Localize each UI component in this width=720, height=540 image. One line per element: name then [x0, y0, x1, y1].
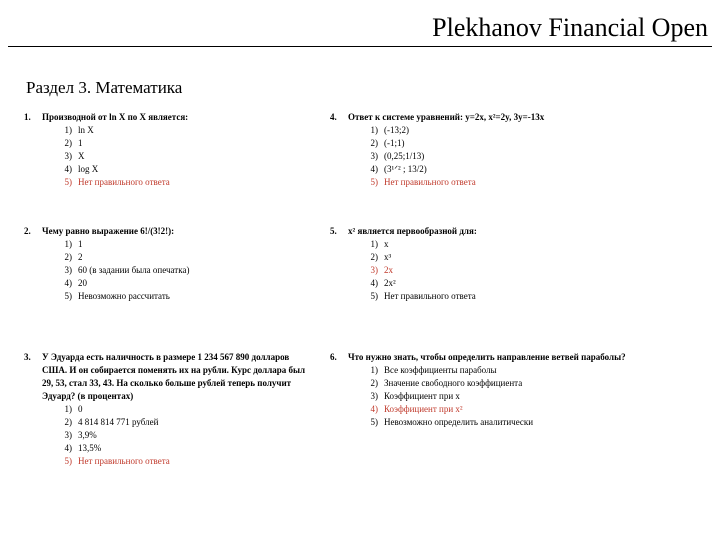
answer-options	[330, 238, 700, 303]
option-number: 1)	[64, 239, 72, 249]
option-text: Коэффициент при x²	[384, 404, 463, 414]
answer-option	[58, 403, 314, 416]
option-number: 5)	[370, 291, 378, 301]
option-number: 2)	[370, 378, 378, 388]
question-number: 1.	[24, 112, 31, 122]
answer-option	[364, 238, 700, 251]
option-number: 5)	[370, 177, 378, 187]
option-number: 1)	[64, 404, 72, 414]
option-number: 4)	[370, 164, 378, 174]
option-text: 60 (в задании была опечатка)	[78, 265, 190, 275]
question-4	[330, 111, 700, 189]
option-number: 1)	[370, 125, 378, 135]
question-1	[24, 111, 314, 189]
option-text: Невозможно определить аналитически	[384, 417, 534, 427]
answer-option	[58, 150, 314, 163]
answer-option	[58, 238, 314, 251]
answer-option	[364, 124, 700, 137]
option-number: 2)	[64, 138, 72, 148]
option-number: 3)	[64, 265, 72, 275]
option-number: 3)	[370, 265, 378, 275]
option-text: (-13;2)	[384, 125, 409, 135]
option-text: (0,25;1/13)	[384, 151, 425, 161]
question-text: Производной от ln X по X является:	[42, 112, 189, 122]
answer-options	[24, 124, 314, 189]
answer-option	[364, 377, 700, 390]
question-5	[330, 225, 700, 303]
question-text: Ответ к системе уравнений: y=2x, x²=2y, 3y=-13x	[348, 112, 545, 122]
option-text: x³	[384, 252, 392, 262]
option-text: ln X	[78, 125, 94, 135]
option-text: Все коэффициенты параболы	[384, 365, 497, 375]
option-text: 2	[78, 252, 83, 262]
option-text: 2x	[384, 265, 393, 275]
option-text: Нет правильного ответа	[78, 456, 170, 466]
option-text: Невозможно рассчитать	[78, 291, 170, 301]
answer-option	[364, 403, 700, 416]
question-number: 5.	[330, 226, 337, 236]
question-text: x² является первообразной для:	[348, 226, 477, 236]
answer-option	[58, 455, 314, 468]
question-text: Что нужно знать, чтобы определить направление ветвей параболы?	[348, 352, 626, 362]
question-text: У Эдуарда есть наличность в размере 1 234 567 890 долларов США. И он собирается поменять их на рубли. Курс доллара был 29, 53, стал 33, 43. На сколько больше рублей теперь получит Эдуард? (в процентах)	[42, 352, 306, 401]
option-number: 2)	[64, 417, 72, 427]
option-text: Значение свободного коэффициента	[384, 378, 523, 388]
answer-option	[58, 251, 314, 264]
option-number: 5)	[64, 177, 72, 187]
option-text: (3¹ᐟ² ; 13/2)	[384, 164, 427, 174]
option-text: 1	[78, 239, 83, 249]
answer-option	[364, 416, 700, 429]
question-3	[24, 351, 314, 468]
option-text: 1	[78, 138, 83, 148]
answer-option	[364, 176, 700, 189]
header-divider	[8, 46, 712, 47]
option-number: 5)	[64, 291, 72, 301]
answer-option	[58, 442, 314, 455]
answer-option	[364, 251, 700, 264]
option-text: Нет правильного ответа	[78, 177, 170, 187]
option-number: 3)	[370, 151, 378, 161]
answer-option	[364, 264, 700, 277]
answer-option	[58, 290, 314, 303]
option-number: 4)	[64, 278, 72, 288]
answer-option	[364, 364, 700, 377]
option-text: 13,5%	[78, 443, 102, 453]
option-number: 2)	[370, 252, 378, 262]
option-text: 3,9%	[78, 430, 97, 440]
answer-option	[364, 290, 700, 303]
option-number: 3)	[64, 430, 72, 440]
option-number: 3)	[370, 391, 378, 401]
page-title: Plekhanov Financial Open	[432, 13, 708, 42]
answer-options	[330, 124, 700, 189]
section-title: Раздел 3. Математика	[26, 78, 183, 97]
answer-options	[24, 403, 314, 468]
option-text: Коэффициент при x	[384, 391, 460, 401]
option-text: 0	[78, 404, 83, 414]
option-text: (-1;1)	[384, 138, 405, 148]
answer-option	[58, 124, 314, 137]
option-text: x	[384, 239, 389, 249]
question-number: 2.	[24, 226, 31, 236]
option-text: log X	[78, 164, 99, 174]
answer-option	[364, 137, 700, 150]
option-number: 1)	[370, 239, 378, 249]
option-text: 20	[78, 278, 87, 288]
answer-options	[24, 238, 314, 303]
answer-option	[58, 416, 314, 429]
answer-option	[58, 137, 314, 150]
question-2	[24, 225, 314, 303]
answer-option	[58, 176, 314, 189]
option-number: 1)	[370, 365, 378, 375]
answer-option	[364, 277, 700, 290]
answer-option	[364, 163, 700, 176]
option-text: Нет правильного ответа	[384, 291, 476, 301]
option-number: 2)	[64, 252, 72, 262]
option-number: 4)	[370, 404, 378, 414]
question-6	[330, 351, 700, 429]
option-number: 2)	[370, 138, 378, 148]
option-number: 4)	[370, 278, 378, 288]
answer-option	[364, 150, 700, 163]
option-text: Нет правильного ответа	[384, 177, 476, 187]
option-number: 4)	[64, 164, 72, 174]
question-number: 4.	[330, 112, 337, 122]
option-text: X	[78, 151, 85, 161]
option-text: 4 814 814 771 рублей	[78, 417, 159, 427]
answer-option	[58, 163, 314, 176]
answer-option	[58, 429, 314, 442]
question-text: Чему равно выражение 6!/(3!2!):	[42, 226, 175, 236]
option-number: 3)	[64, 151, 72, 161]
question-number: 6.	[330, 352, 337, 362]
option-number: 4)	[64, 443, 72, 453]
question-number: 3.	[24, 352, 31, 362]
option-number: 1)	[64, 125, 72, 135]
option-text: 2x²	[384, 278, 396, 288]
answer-option	[58, 264, 314, 277]
answer-options	[330, 364, 700, 429]
option-number: 5)	[370, 417, 378, 427]
answer-option	[58, 277, 314, 290]
answer-option	[364, 390, 700, 403]
option-number: 5)	[64, 456, 72, 466]
